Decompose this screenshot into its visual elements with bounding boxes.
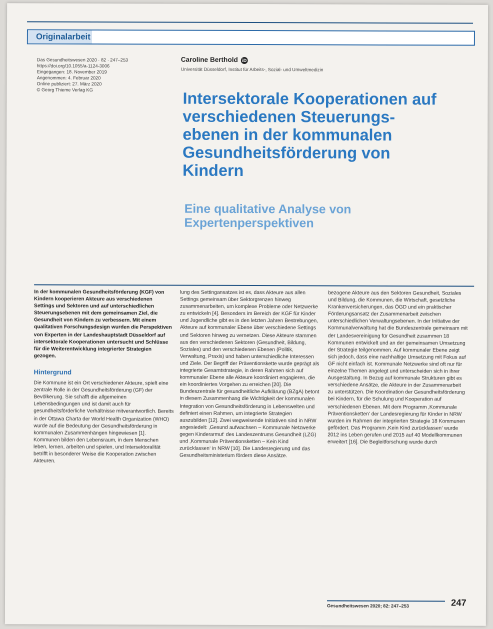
- abstract-text: In der kommunalen Gesundheitsförderung (KGF) von Kindern kooperieren Akteure aus verschiedenen Settings und Sektoren und auf unterschiedlichen Steuerungsebenen mit dem gemeinsamen Ziel, die Gesundheit von Kindern zu verbessern. Mit einem qualitativen Forschungsdesign wurden die Perspektiven von Experten in der Landeshauptstadt Düsseldorf auf intersektorale Kooperationen untersucht und Schlüsse für die Weiterentwicklung integrierter Strategien gezogen.: [33, 289, 172, 360]
- article-subtitle: [184, 202, 474, 231]
- orcid-icon[interactable]: iD: [242, 57, 247, 63]
- meta-line: https://doi.org/10.1055/a-1124-3006: [36, 63, 110, 69]
- meta-line: Eingegangen: 18. November 2019: [36, 69, 107, 75]
- title-line: ebenen in der kommunalen: [182, 125, 393, 145]
- article-title: [182, 90, 474, 181]
- text-column-2: [179, 290, 320, 461]
- journal-footer: Gesundheitswesen 2020; 82: 247–253: [326, 603, 409, 609]
- title-line: Intersektorale Kooperationen auf: [182, 89, 437, 109]
- subtitle-line: Eine qualitative Analyse von: [184, 201, 352, 217]
- body-top-rule: [34, 284, 474, 286]
- section-bar: [27, 29, 475, 46]
- top-rule: [27, 21, 473, 23]
- title-line: Gesundheitsförderung von: [182, 143, 391, 163]
- body-paragraph: lung des Settingansatzes ist es, dass Akteure aus allen Settings gemeinsam über Sektorgrenzen hinweg zusammenarbeiten, um komplexe Probleme oder Netzwerke zu entwickeln [4]. Besonders im Bereich der KGF für Kinder und Jugendliche gibt es in den letzten Jahren Bestrebungen, Akteure auf kommunaler Ebene über verschiedene Settings und Sektoren hinweg zu vernetzen. Diese Akteure stammen aus den verschiedenen Sektoren (Gesundheit, Bildung, Soziales) und den verschiedenen Ebenen (Politik, Verwaltung, Praxis) und haben unterschiedliche Interessen und Ziele. Der Begriff der Präventionskette wurde geprägt als integrierte Gesamtstrategie, in deren Rahmen sich auf kommunaler Ebene alle Akteure koordiniert engagieren, die ein koordiniertes Vorgehen zu erreichen [20]. Die Bundeszentrale für gesundheitliche Aufklärung (BZgA) betont in diesem Zusammenhang die Wichtigkeit der kommunalen Integration von Gesundheitsförderung in Lebenswelten und definiert einen Rahmen, um integrierte Strategien auszubilden [12]. Zwei wegweisende Initiativen sind in NRW angesiedelt: ‚Gesund aufwachsen – Kommunale Netzwerke gegen Kinderarmut‘ des Landeszentrums Gesundheit (LZG) und ‚Kommunale Präventionsketten – Kein Kind zurücklassen‘ in NRW [10]. Die Landesregierung und das Gesundheitsministerium fördern diese Ansätze.: [179, 289, 320, 460]
- author-line: [181, 57, 476, 65]
- author-name: Caroline Berthold: [180, 56, 238, 64]
- section-label: Originalarbeit: [28, 30, 92, 43]
- text-column-3: [328, 290, 469, 447]
- body-paragraph: Die Kommune ist ein Ort verschiedener Akteure, spielt eine zentrale Rolle in der Gesundheitsförderung (GF) der Bevölkerung. Sie schafft die allgemeinen Lebensbedingungen und ist damit auch für gesundheitsförderliche Verhältnisse mitverantwortlich. Bereits in der Ottawa Charta der World Health Organization (WHO) wurde auf die Bedeutung der Gesundheitsförderung in kommunalen Zusammenhängen hingewiesen [1]. Kommunen bilden den Lebensraum, in dem Menschen leben, lernen, arbeiten und spielen, und Intersektoralität betrifft in besonderer Weise die Kooperation zwischen Akteuren.: [33, 380, 174, 465]
- title-line: verschiedenen Steuerungs-: [182, 107, 396, 127]
- journal-page: [5, 3, 488, 626]
- text-column-1: [33, 289, 174, 466]
- meta-line: Angenommen: 4. Februar 2020: [36, 75, 101, 81]
- author-affiliation: Universität Düsseldorf, Institut für Arbeits-, Sozial- und Umweltmedizin: [180, 66, 324, 73]
- meta-line: Das Gesundheitswesen 2020 · 82 · 247–253: [36, 57, 129, 63]
- page-number: 247: [450, 597, 467, 608]
- meta-line: Online publiziert: 27. März 2020: [36, 81, 102, 87]
- title-line: Kindern: [182, 161, 244, 180]
- footer-rule: [327, 600, 445, 601]
- section-heading: Hintergrund: [33, 369, 72, 377]
- subtitle-line: Expertenperspektiven: [184, 215, 314, 231]
- body-paragraph: bezogene Akteure aus den Sektoren Gesundheit, Soziales und Bildung, die Kommunen, die Wirtschaft, gesetzliche Krankenversicherungen, das ÖGD und ein praktischer Förderungsansatz der Zusammenarbeit zwischen unterschiedlichen Verwaltungsebenen. In der Initiative der Kommunalverwaltung hat die Bundeszentrale gemeinsam mit der Landesvereinigung für Gesundheit zusammen 18 Kommunen entwickelt und an der gemeinsamen Umsetzung der Strategie teilgenommen. Auf kommunaler Ebene zeigt sich jedoch, dass eine nachhaltige Umsetzung mit Fokus auf GF nicht einfach ist. Kommunale Netzwerke sind oft nur für einzelne Themen angelegt und unterscheiden sich in ihrer Ausgestaltung. In Bezug auf kommunale Strukturen gibt es verschiedene Ansätze, die Akteure in der Zusammenarbeit zu unterstützen. Die Koordination der Gesundheitsförderung bei Kindern, für die Schulung und Kooperation auf verschiedenen Ebenen. Mit dem Programm ‚Kommunale Präventionsketten‘ der Landesregierung für Kinder in NRW wurden im Rahmen der integrierten Strategie 18 Kommunen gefördert. Das Programm ‚Kein Kind zurücklassen‘ wurde 2012 ins Leben gerufen und 2015 auf 40 Modellkommunen erweitert [16]. Die Begleitforschung wurde durch: [327, 290, 468, 446]
- article-metadata: [37, 57, 177, 93]
- author-block: [181, 57, 476, 73]
- meta-line: © Georg Thieme Verlag KG: [36, 87, 93, 93]
